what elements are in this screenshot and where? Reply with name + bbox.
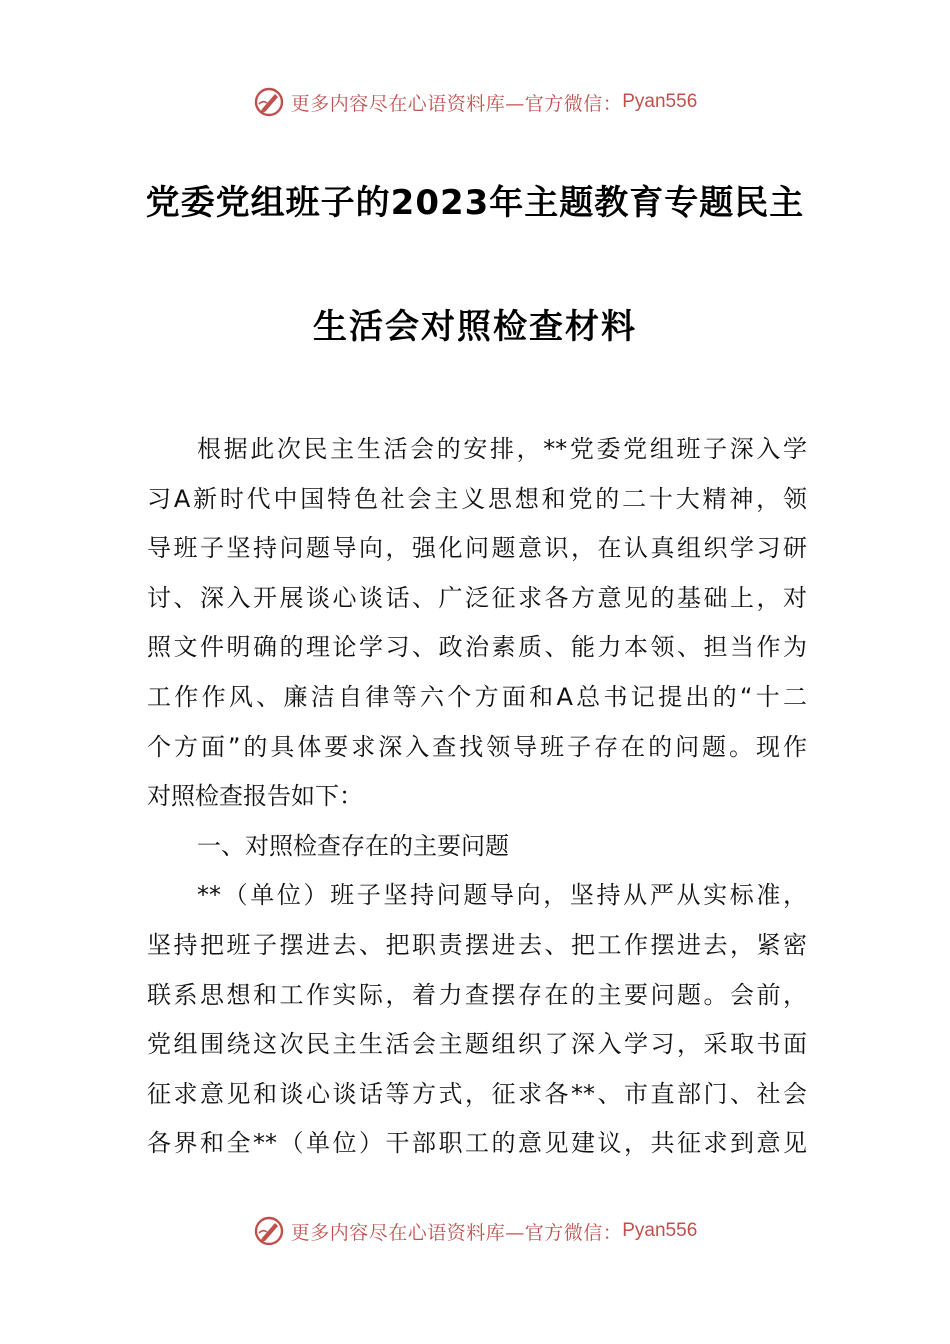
watermark-text: 更多内容尽在心语资料库—官方微信： bbox=[290, 92, 623, 115]
document-title-line-2: 生活会对照检查材料 bbox=[313, 307, 637, 347]
watermark-banner-bottom bbox=[0, 1211, 950, 1251]
body-line: 导班子坚持问题导向，强化问题意识，在认真组织学习研 bbox=[147, 534, 807, 563]
watermark-wechat-id: Pyan556 bbox=[622, 1220, 698, 1241]
body-line: 照文件明确的理论学习、政治素质、能力本领、担当作为 bbox=[147, 633, 807, 662]
body-line: 联系思想和工作实际，着力查摆存在的主要问题。会前， bbox=[147, 980, 807, 1009]
pen-logo-icon bbox=[253, 1215, 285, 1247]
watermark-wechat-id: Pyan556 bbox=[622, 91, 698, 112]
body-line: 征求意见和谈心谈话等方式，征求各**、市直部门、社会 bbox=[147, 1079, 807, 1108]
body-line: 讨、深入开展谈心谈话、广泛征求各方意见的基础上，对 bbox=[147, 583, 807, 612]
body-line: 个方面”的具体要求深入查找领导班子存在的问题。现作 bbox=[147, 732, 807, 761]
body-line: 党组围绕这次民主生活会主题组织了深入学习，采取书面 bbox=[147, 1030, 807, 1059]
section-heading: 一、对照检查存在的主要问题 bbox=[197, 831, 509, 860]
watermark-banner-top bbox=[0, 82, 950, 122]
watermark-text: 更多内容尽在心语资料库—官方微信： bbox=[290, 1221, 623, 1244]
body-line: 工作作风、廉洁自律等六个方面和A总书记提出的“十二 bbox=[147, 682, 807, 711]
document-body bbox=[147, 425, 807, 1169]
body-line: 对照检查报告如下： bbox=[147, 782, 363, 811]
pen-logo-icon bbox=[253, 86, 285, 118]
body-line: 根据此次民主生活会的安排，**党委党组班子深入学 bbox=[197, 435, 807, 463]
body-line: 习A新时代中国特色社会主义思想和党的二十大精神，领 bbox=[147, 484, 807, 513]
body-line: 各界和全**（单位）干部职工的意见建议，共征求到意见 bbox=[147, 1129, 807, 1158]
body-line: 坚持把班子摆进去、把职责摆进去、把工作摆进去，紧密 bbox=[147, 930, 807, 959]
document-title-line-1: 党委党组班子的2023年主题教育专题民主 bbox=[145, 183, 805, 223]
body-line: **（单位）班子坚持问题导向，坚持从严从实标准， bbox=[197, 881, 807, 910]
